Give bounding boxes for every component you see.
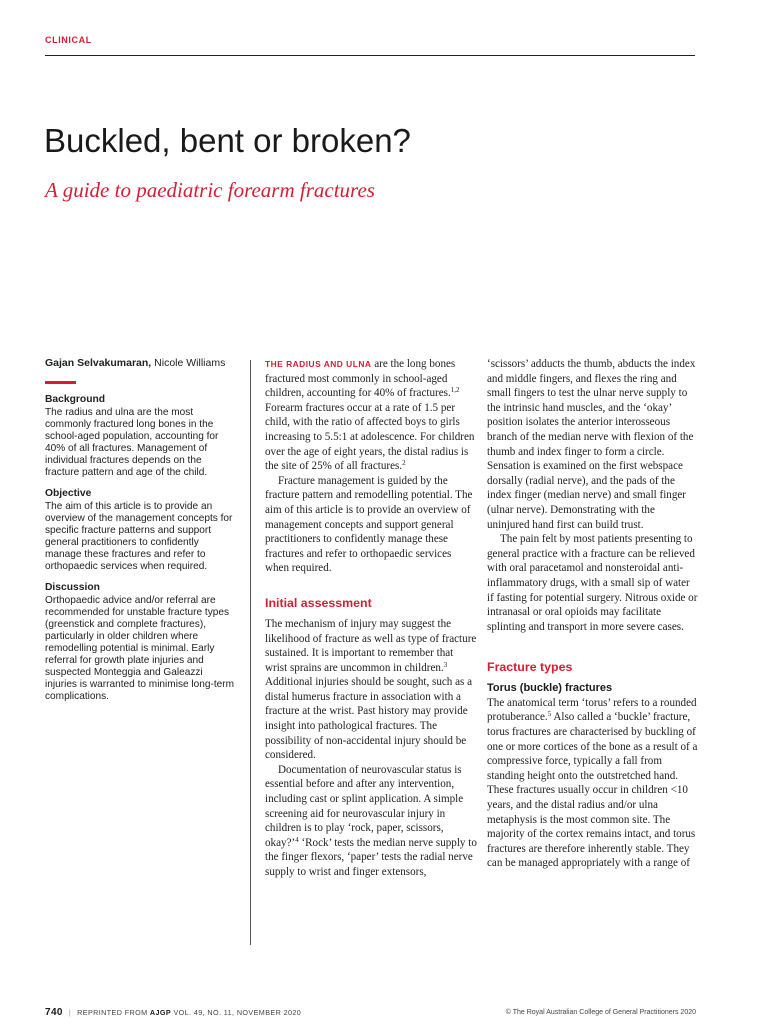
page-number: 740 xyxy=(45,1007,63,1018)
author-divider xyxy=(45,381,76,384)
background-text: The radius and ulna are the most commonly fractured long bones in the school-aged population, accounting for 40% of all fractures. Management of individual fractures depends on the fracture pattern and age of the child. xyxy=(45,406,219,479)
author-line xyxy=(45,357,235,369)
citation: 4 xyxy=(295,835,299,844)
article-title: Buckled, bent or broken? xyxy=(44,122,411,159)
subheading-torus-fractures: Torus (buckle) fractures xyxy=(487,682,613,695)
abstract-column xyxy=(45,357,235,713)
objective-text: The aim of this article is to provide an overview of the management concepts for specific fracture patterns and support general practitioners to confidently manage these fractures and refer to orthopaedic services when required. xyxy=(45,500,233,573)
footer-separator: | xyxy=(68,1008,72,1017)
footer-copyright: © The Royal Australian College of General Practitioners 2020 xyxy=(505,1009,696,1016)
citation: 3 xyxy=(443,660,448,669)
intro-paragraph-2: Fracture management is guided by the fracture pattern and remodelling potential. The aim of this article is to provide an overview of management concepts and support general practitioners to confidently manage these fractures and refer to orthopaedic services when required. xyxy=(265,474,473,575)
body-column-3 xyxy=(487,357,699,871)
header-rule xyxy=(45,55,695,56)
section-heading-initial-assessment: Initial assessment xyxy=(265,595,372,610)
objective-heading: Objective xyxy=(45,488,92,500)
column-divider xyxy=(250,360,251,945)
journal-name: AJGP xyxy=(149,1008,172,1017)
intro-paragraph: THE RADIUS AND ULNA are the long bones fractured most commonly in school-aged children, accounting for 40% of fractures.$^{1,2}$ Forearm fractures occur at a rate of 1.5 per child, with the ratio of affected boys to girls increasing to 5.5:1 at adolescence. For children over the age of eight years, the distal radius is the site of 25% of all fractures.$^2$ xyxy=(265,358,475,473)
citation: 1,2 xyxy=(450,386,460,395)
body-column-2 xyxy=(265,357,477,880)
citation: 5 xyxy=(547,710,552,719)
primary-author: Gajan Selvakumaran, xyxy=(45,357,152,369)
article-subtitle: A guide to paediatric forearm fractures xyxy=(45,178,375,202)
nerve-test-paragraph: ‘scissors’ adducts the thumb, abducts the index and middle fingers, and flexes the ring and small fingers to test the ulnar nerve supply to the intrinsic hand muscles, and the ‘okay’ position isolates the anterior interosseous branch of the median nerve with flexion of the thumb and index finger to form a circle. Sensation is examined on the first webspace dorsally (radial nerve), and the pads of the index finger (median nerve) and small finger (ulnar nerve). Demonstrating with the uninjured hand first can build trust. xyxy=(487,358,696,531)
citation: 2 xyxy=(402,459,406,468)
background-heading: Background xyxy=(45,394,106,406)
section-label: CLINICAL xyxy=(45,35,92,45)
footer-citation: 740 | REPRINTED FROM AJGP VOL. 49, NO. 11, NOVEMBER 2020 xyxy=(45,1007,302,1018)
section-heading-fracture-types: Fracture types xyxy=(487,660,573,675)
torus-paragraph: The anatomical term ‘torus’ refers to a rounded protuberance.$^5$ Also called a ‘buckle’ fracture, torus fractures are characterised by buckling of one or more cortices of the bone as a result of a compressive force, typically a fall from standing height onto the outstretched hand. These fractures usually occur in children <10 years, and the distal radius and/or ulna metaphysis is the most common site. The majority of the cortex remains intact, and torus fractures are therefore inherently stable. They can be managed appropriately with a range of xyxy=(487,696,698,870)
initial-paragraph-2: Documentation of neurovascular status is essential before and after any intervention, including cast or splint application. A simple screening aid for neurovascular injury in children is to play ‘rock, paper, scissors, okay?’$^4$ ‘Rock’ tests the median nerve supply to the finger flexors, ‘paper’ tests the radial nerve supply to wrist and finger extensors, xyxy=(265,763,477,878)
discussion-heading: Discussion xyxy=(45,582,100,594)
pain-paragraph: The pain felt by most patients presenting to general practice with a fracture can be relieved with oral paracetamol and nonsteroidal anti-inflammatory drugs, with a small sip of water if fasting for potential surgery. Nitrous oxide or intranasal or oral opioids may facilitate splinting and transport in more severe cases. xyxy=(487,533,698,633)
intro-run-in: THE RADIUS AND ULNA xyxy=(265,359,372,369)
discussion-text: Orthopaedic advice and/or referral are recommended for unstable fracture types (greenstick and complete fractures), particularly in older children where remodelling potential is minimal. Early referral for growth plate injuries and suspected Monteggia and Galeazzi injuries is warranted to minimise long-term complications. xyxy=(45,594,235,703)
initial-paragraph-1: The mechanism of injury may suggest the likelihood of fracture as well as type of fracture sustained. It is important to remember that wrist sprains are uncommon in children.$^3$ Additional injuries should be sought, such as a distal humerus fracture in association with a fracture at the wrist. Past history may provide insight into pathological fractures. The possibility of non-accidental injury should be considered. xyxy=(265,617,477,762)
secondary-author: Nicole Williams xyxy=(151,357,226,369)
